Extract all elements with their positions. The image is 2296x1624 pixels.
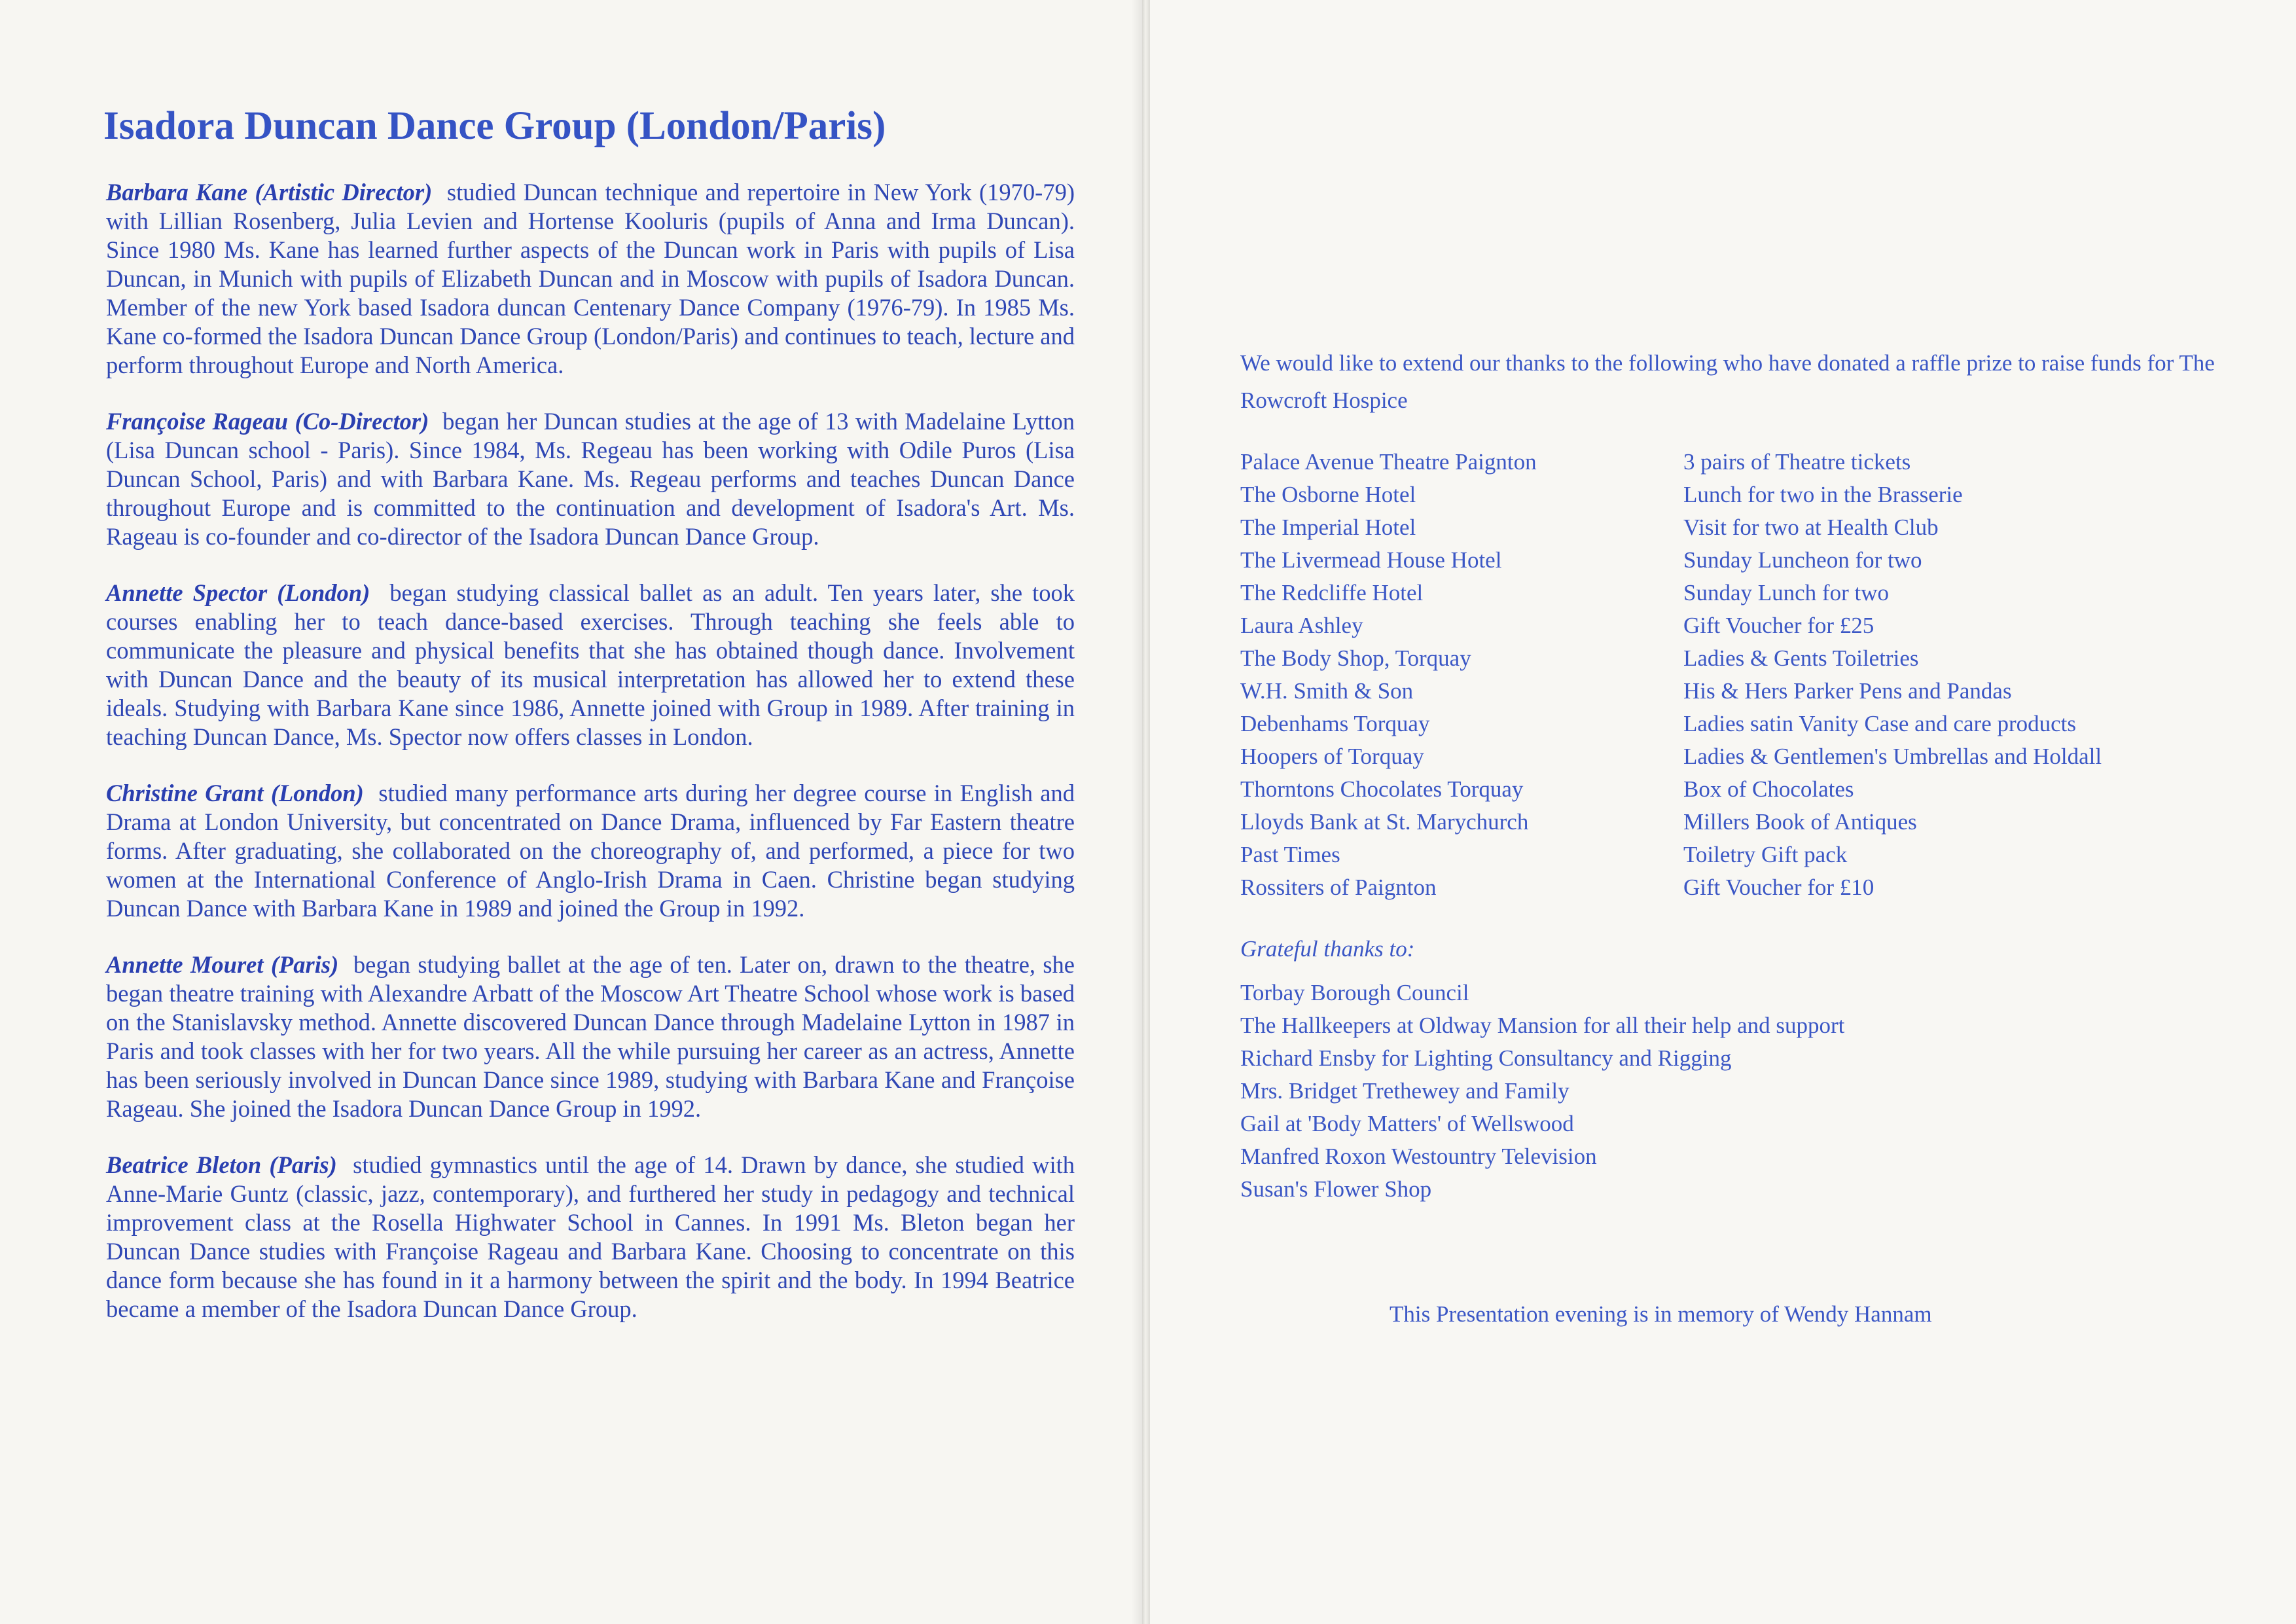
donor-name: Palace Avenue Theatre Paignton (1240, 449, 1537, 475)
donor-row (1240, 708, 2222, 740)
donor-name: Lloyds Bank at St. Marychurch (1240, 809, 1529, 835)
donor-row (1240, 675, 2222, 708)
memorial-note: This Presentation evening is in memory of Wendy Hannam (1390, 1301, 1932, 1327)
bio-name: Beatrice Bleton (Paris) (106, 1151, 337, 1178)
thanks-list (1240, 977, 1844, 1206)
donor-name: Thorntons Chocolates Torquay (1240, 776, 1524, 802)
donor-prize: Sunday Luncheon for two (1683, 547, 1922, 573)
thanks-item: Torbay Borough Council (1240, 980, 1469, 1005)
bio-name: Annette Spector (London) (106, 579, 370, 606)
donor-prize: Gift Voucher for £25 (1683, 613, 1874, 638)
thanks-item: Mrs. Bridget Trethewey and Family (1240, 1078, 1570, 1104)
thanks-item: Richard Ensby for Lighting Consultancy and Rigging (1240, 1045, 1732, 1071)
donor-prize: Visit for two at Health Club (1683, 514, 1939, 540)
donor-row (1240, 446, 2222, 478)
thanks-item: Gail at 'Body Matters' of Wellswood (1240, 1111, 1574, 1136)
donor-row (1240, 806, 2222, 839)
donor-row (1240, 839, 2222, 871)
raffle-intro: We would like to extend our thanks to the following who have donated a raffle prize to raise funds for The Rowcroft Hospice (1240, 350, 2215, 413)
donor-prize: 3 pairs of Theatre tickets (1683, 449, 1911, 475)
donor-prize: Box of Chocolates (1683, 776, 1854, 802)
donor-row (1240, 544, 2222, 577)
bio-name: Christine Grant (London) (106, 780, 364, 806)
donor-prize: Ladies & Gents Toiletries (1683, 645, 1919, 671)
donor-prize: Lunch for two in the Brasserie (1683, 482, 1963, 507)
donor-name: W.H. Smith & Son (1240, 678, 1414, 704)
donor-prize: His & Hers Parker Pens and Pandas (1683, 678, 2012, 704)
bio-text: studied gymnastics until the age of 14. Drawn by dance, she studied with Anne-Marie Guntz (classic, jazz, contemporary), and furthered her study in pedagogy and technical improvement class at the Rosella Highwater School in Cannes. In 1991 Ms. Bleton began her Duncan Dance studies with Françoise Rageau and Barbara Kane. Choosing to concentrate on this dance form because she has found in it a harmony between the spirit and the body. In 1994 Beatrice became a member of the Isadora Duncan Dance Group. (106, 1151, 1075, 1322)
bio-francoise-rageau (106, 407, 1075, 551)
bio-text: studied many performance arts during her degree course in English and Drama at London University, but concentrated on Dance Drama, influenced by Far Eastern theatre forms. After graduating, she collaborated on the choreography of, and performed, a piece for two women at the International Conference of Anglo-Irish Drama in Caen. Christine began studying Duncan Dance with Barbara Kane in 1989 and joined the Group in 1992. (106, 780, 1075, 922)
bio-name: Annette Mouret (Paris) (106, 951, 339, 978)
donor-row (1240, 511, 2222, 544)
donor-name: Rossiters of Paignton (1240, 875, 1437, 900)
bio-text: began her Duncan studies at the age of 13 with Madelaine Lytton (Lisa Duncan school - Paris). Since 1984, Ms. Regeau has been working with Odile Puros (Lisa Duncan School, Paris) and with Barbara Kane. Ms. Regeau performs and teaches Duncan Dance throughout Europe and is committed to the continuation and development of Isadora's Art. Ms. Rageau is co-founder and co-director of the Isadora Duncan Dance Group. (106, 408, 1075, 550)
donor-row (1240, 609, 2222, 642)
donor-row (1240, 642, 2222, 675)
book-spine (1142, 0, 1150, 1624)
donor-name: Hoopers of Torquay (1240, 744, 1424, 769)
donor-name: The Redcliffe Hotel (1240, 580, 1424, 605)
bios-section (106, 178, 1075, 1351)
bio-barbara-kane (106, 178, 1075, 380)
bio-text: began studying ballet at the age of ten. Later on, drawn to the theatre, she began theatre training with Alexandre Arbatt of the Moscow Art Theatre School whose work is based on the Stanislavsky method. Annette discovered Duncan Dance through Madelaine Lytton in 1987 in Paris and took classes with her for two years. All the while pursuing her career as an actress, Annette has been seriously involved in Duncan Dance since 1989, studying with Barbara Kane and Françoise Rageau. She joined the Isadora Duncan Dance Group in 1992. (106, 951, 1075, 1122)
donor-name: Debenhams Torquay (1240, 711, 1430, 736)
donor-prize: Sunday Lunch for two (1683, 580, 1889, 605)
bio-annette-mouret (106, 950, 1075, 1123)
bio-christine-grant (106, 779, 1075, 923)
donor-name: Laura Ashley (1240, 613, 1363, 638)
acknowledgements-section (1240, 344, 2222, 1327)
donor-row (1240, 740, 2222, 773)
donor-prize: Gift Voucher for £10 (1683, 875, 1874, 900)
donor-row (1240, 577, 2222, 609)
donor-name: Past Times (1240, 842, 1340, 867)
bio-name: Françoise Rageau (Co-Director) (106, 408, 429, 435)
donor-name: The Body Shop, Torquay (1240, 645, 1471, 671)
donor-row (1240, 773, 2222, 806)
donor-list (1240, 446, 2222, 904)
thanks-item: The Hallkeepers at Oldway Mansion for all their help and support (1240, 1013, 1845, 1038)
donor-name: The Osborne Hotel (1240, 482, 1416, 507)
bio-name: Barbara Kane (Artistic Director) (106, 179, 433, 206)
donor-name: The Imperial Hotel (1240, 514, 1416, 540)
bio-text: studied Duncan technique and repertoire in New York (1970-79) with Lillian Rosenberg, Julia Levien and Hortense Kooluris (pupils of Anna and Irma Duncan). Since 1980 Ms. Kane has learned further aspects of the Duncan work in Paris with pupils of Lisa Duncan, in Munich with pupils of Elizabeth Duncan and in Moscow with pupils of Isadora Duncan. Member of the new York based Isadora duncan Centenary Dance Company (1976-79). In 1985 Ms. Kane co-formed the Isadora Duncan Dance Group (London/Paris) and continues to teach, lecture and perform throughout Europe and North America. (106, 179, 1075, 378)
page-title: Isadora Duncan Dance Group (London/Paris) (103, 104, 886, 148)
bio-text: began studying classical ballet as an adult. Ten years later, she took courses enabling her to teach dance-based exercises. Through teaching she feels able to communicate the pleasure and physical benefits that she has obtained though dance. Involvement with Duncan Dance and the beauty of its musical interpretation has allowed her to extend these ideals. Studying with Barbara Kane since 1986, Annette joined with Group in 1989. After training in teaching Duncan Dance, Ms. Spector now offers classes in London. (106, 579, 1075, 750)
donor-prize: Ladies satin Vanity Case and care products (1683, 711, 2077, 736)
bio-annette-spector (106, 579, 1075, 751)
gutter-shadow (1131, 0, 1143, 1624)
donor-prize: Ladies & Gentlemen's Umbrellas and Holdall (1683, 744, 2102, 769)
grateful-thanks-heading: Grateful thanks to: (1240, 936, 1415, 962)
bio-beatrice-bleton (106, 1151, 1075, 1324)
thanks-item: Susan's Flower Shop (1240, 1176, 1432, 1202)
donor-name: The Livermead House Hotel (1240, 547, 1502, 573)
donor-prize: Toiletry Gift pack (1683, 842, 1848, 867)
donor-row (1240, 871, 2222, 904)
left-page (0, 0, 1142, 1624)
donor-prize: Millers Book of Antiques (1683, 809, 1917, 835)
donor-row (1240, 478, 2222, 511)
thanks-item: Manfred Roxon Westountry Television (1240, 1144, 1597, 1169)
